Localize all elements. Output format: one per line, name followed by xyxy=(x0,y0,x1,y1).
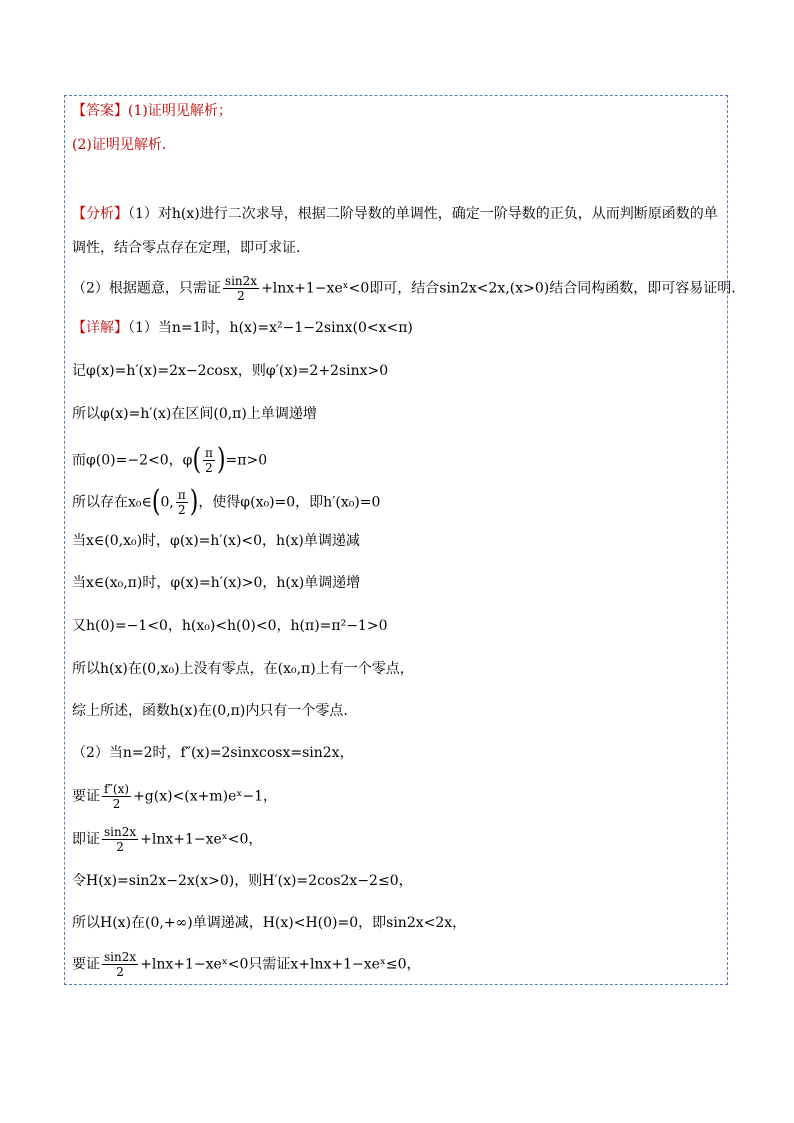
fraction-denominator: 2 xyxy=(112,797,121,811)
detail-line-16 xyxy=(72,950,421,979)
answer-label: 【答案】 xyxy=(72,103,128,119)
detail-line-5 xyxy=(72,484,381,519)
interval-start: 0, xyxy=(160,494,174,511)
detail-line-13 xyxy=(72,825,262,854)
analysis-paragraph-1 xyxy=(72,197,722,265)
analysis-label: 【分析】 xyxy=(72,206,128,222)
fraction-numerator: π xyxy=(177,488,186,502)
answer-part2: (2)证明见解析. xyxy=(72,137,167,153)
detail-text-4-pre: 而φ(0)=−2<0，φ xyxy=(72,452,193,469)
fraction-numerator: π xyxy=(205,446,213,460)
detail-line-7: 当x∈(x₀,π)时，φ(x)=h′(x)>0，h(x)单调递增 xyxy=(72,575,361,591)
answer-line-2 xyxy=(72,135,166,155)
fraction-numerator: sin2x xyxy=(224,274,258,288)
paren-right: ) xyxy=(216,442,226,477)
detail-text-12-post: +g(x)<(x+m)eˣ−1， xyxy=(133,788,277,805)
detail-line-10: 综上所述，函数h(x)在(0,π)内只有一个零点. xyxy=(72,703,348,719)
detail-line-4 xyxy=(72,442,268,477)
analysis-text-2-pre: （2）根据题意，只需证 xyxy=(72,280,221,297)
fraction-denominator: 2 xyxy=(205,461,213,475)
detail-line-9: 所以h(x)在(0,x₀)上没有零点，在(x₀,π)上有一个零点， xyxy=(72,661,414,677)
detail-text-12-pre: 要证 xyxy=(72,788,100,805)
fraction-sin2x-over-2 xyxy=(102,825,138,854)
paren-right: ) xyxy=(189,484,199,519)
detail-text-4-post: =π>0 xyxy=(225,452,268,469)
analysis-text-1: （1）对h(x)进行二次求导，根据二阶导数的单调性，确定一阶导数的正负，从而判断原函数的单调性，结合零点存在定理，即可求证. xyxy=(72,206,718,256)
fraction-pi-over-2 xyxy=(176,488,188,517)
detail-line-6: 当x∈(0,x₀)时，φ(x)=h′(x)<0，h(x)单调递减 xyxy=(72,533,360,549)
fraction-denominator: 2 xyxy=(116,965,124,979)
detail-text-5-pre: 所以存在x₀∈ xyxy=(72,494,152,511)
fraction-sin2x-over-2 xyxy=(102,950,138,979)
analysis-text-2-post: +lnx+1−xeˣ<0即可，结合sin2x<2x,(x>0)结合同构函数，即可容易证明. xyxy=(261,280,736,297)
analysis-paragraph-2 xyxy=(72,274,736,303)
paren-left: ( xyxy=(192,442,202,477)
detail-line-14: 令H(x)=sin2x−2x(x>0)，则H′(x)=2cos2x−2≤0， xyxy=(72,873,413,889)
detail-line-1 xyxy=(72,318,413,338)
fraction-denominator: 2 xyxy=(116,840,124,854)
detail-text-13-post: +lnx+1−xeˣ<0， xyxy=(140,831,263,848)
detail-text-13-pre: 即证 xyxy=(72,831,100,848)
fraction-f2-over-2 xyxy=(102,782,131,811)
fraction-denominator: 2 xyxy=(237,289,245,303)
fraction-sin2x-over-2 xyxy=(223,274,259,303)
detail-text-16-pre: 要证 xyxy=(72,956,100,973)
detail-text-16-post: +lnx+1−xeˣ<0只需证x+lnx+1−xeˣ≤0， xyxy=(140,956,421,973)
fraction-denominator: 2 xyxy=(177,503,186,517)
detail-line-8: 又h(0)=−1<0，h(x₀)<h(0)<0，h(π)=π²−1>0 xyxy=(72,618,388,634)
paren-left: ( xyxy=(151,484,161,519)
detail-line-15: 所以H(x)在(0,+∞)单调递减，H(x)<H(0)=0，即sin2x<2x， xyxy=(72,915,467,931)
detail-text-5-post: ，使得φ(x₀)=0，即h′(x₀)=0 xyxy=(198,494,381,511)
detail-line-11: （2）当n=2时，f″(x)=2sinxcosx=sin2x， xyxy=(72,745,354,761)
detail-line-3: 所以φ(x)=h′(x)在区间(0,π)上单调递增 xyxy=(72,406,317,422)
fraction-numerator: sin2x xyxy=(104,825,137,839)
fraction-numerator: f″(x) xyxy=(104,782,130,796)
detail-text-1: （1）当n=1时，h(x)=x²−1−2sinx(0<x<π) xyxy=(128,320,413,336)
answer-line-1 xyxy=(72,101,232,121)
detail-line-12 xyxy=(72,782,277,811)
fraction-pi-over-2 xyxy=(203,446,215,475)
fraction-numerator: sin2x xyxy=(104,950,137,964)
answer-part1: (1)证明见解析； xyxy=(128,103,232,119)
detail-line-2: 记φ(x)=h′(x)=2x−2cosx，则φ′(x)=2+2sinx>0 xyxy=(72,363,389,379)
detail-label: 【详解】 xyxy=(72,320,128,336)
